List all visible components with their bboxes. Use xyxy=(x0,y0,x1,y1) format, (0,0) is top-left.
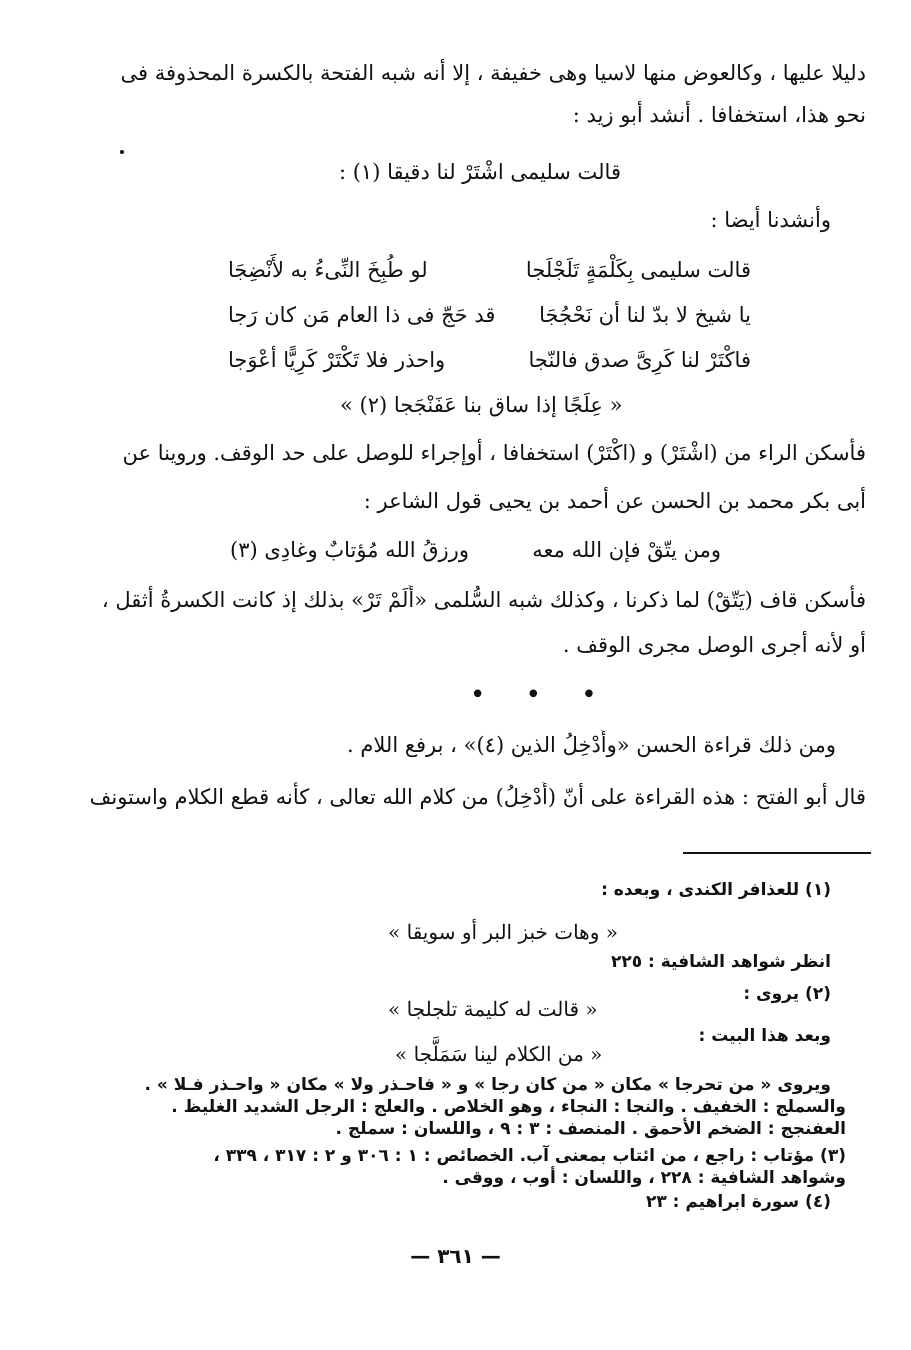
footnote-2-line: والسملج : الخفيف . والنجا : النجاء ، وهو الخلاص . والعلج : الرجل الشديد الغليظ . xyxy=(171,1097,846,1117)
footnote-2-line: العفنجج : الضخم الأحمق . المنصف : ٣ : ٩ ، واللسان : سملج . xyxy=(335,1119,846,1139)
ink-speck xyxy=(120,150,124,154)
footnote-4: (٤) سورة ابراهيم : ٢٣ xyxy=(645,1192,831,1212)
verse-hemistich-left: ورزقُ الله مُؤتابٌ وغادِى (٣) xyxy=(230,538,469,562)
poem-hemistich-right: فاكْتَرْ لنا كَرِىَّ صدق فالنّجا xyxy=(528,348,751,372)
body-line: وأنشدنا أيضا : xyxy=(710,208,831,232)
footnote-2-after: وبعد هذا البيت : xyxy=(698,1026,831,1046)
footnote-2-line: ويروى « من تحرجا » مكان « من كان رجا » و « فاحـذر ولا » مكان « واحـذر فـلا » . xyxy=(144,1075,831,1095)
body-line: نحو هذا، استخفافا . أنشد أبو زيد : xyxy=(572,103,866,127)
footnote-1-ref: انظر شواهد الشافية : ٢٢٥ xyxy=(610,952,831,972)
footnote-2-verse: « قالت له كليمة تلجلجا » xyxy=(388,997,598,1021)
poem-hemistich-right: قالت سليمى بِكَلْمَةٍ تَلَجْلَجا xyxy=(525,258,751,282)
poem-hemistich-left: واحذر فلا تَكْتَرْ كَرِيًّا أعْوَجا xyxy=(228,348,446,372)
page-number: — ٣٦١ — xyxy=(410,1244,501,1268)
footnote-1-head: (١) للعذافر الكندى ، وبعده : xyxy=(601,880,831,900)
poem-hemistich-right: يا شيخ لا بدّ لنا أن نَحْجُجَا xyxy=(539,303,751,327)
verse-hemistich-right: ومن يتّقْ فإن الله معه xyxy=(532,538,721,562)
footnote-2-head: (٢) يروى : xyxy=(743,984,831,1004)
body-line: قال أبو الفتح : هذه القراءة على أنّ (أُدْخِلُ) من كلام الله تعالى ، كأنه قطع الكلام واستونف xyxy=(89,785,866,809)
body-line: دليلا عليها ، وكالعوض منها لاسيا وهى خفيفة ، إلا أنه شبه الفتحة بالكسرة المحذوفة فى xyxy=(120,61,866,85)
body-line: أو لأنه أجرى الوصل مجرى الوقف . xyxy=(562,633,866,657)
footnote-2-verse-2: « من الكلام لينا سَمَلَّجا » xyxy=(395,1042,603,1066)
footnote-rule xyxy=(683,852,871,854)
body-line: فأسكن قاف (يَتّقْ) لما ذكرنا ، وكذلك شبه السُّلمى «أَلَمْ تَرْ» بذلك إذ كانت الكسرةُ أثقل ، xyxy=(101,588,866,612)
poem-hemistich-left: قد حَجّ فى ذا العام مَن كان رَجا xyxy=(228,303,496,327)
footnote-3-line: (٣) مؤتاب : راجع ، من ائتاب بمعنى آب. الخصائص : ١ : ٣٠٦ و ٢ : ٣١٧ ، ٣٣٩ ، xyxy=(213,1146,846,1166)
section-separator: • • • xyxy=(470,680,613,710)
poem-last-line: « عِلَجًا إذا ساق بنا عَفَنْجَجا (٢) » xyxy=(340,393,623,417)
poem-hemistich-left: لو طُبِخَ النِّىءُ به لأَنْضِجَا xyxy=(228,258,428,282)
body-line: ومن ذلك قراءة الحسن «وأُدْخِلُ الذين (٤)» ، برفع اللام . xyxy=(347,733,836,757)
footnote-3-line: وشواهد الشافية : ٢٢٨ ، واللسان : أوب ، ووقى . xyxy=(442,1168,846,1188)
body-line: فأسكن الراء من (اشْتَرْ) و (اكْتَرْ) استخفافا ، أوإجراء للوصل على حد الوقف. وروينا عن xyxy=(122,441,866,465)
verse-line: قالت سليمى اشْتَرْ لنا دقيقا (١) : xyxy=(338,160,621,184)
body-line: أبى بكر محمد بن الحسن عن أحمد بن يحيى قول الشاعر : xyxy=(363,489,866,513)
footnote-1-verse: « وهات خبز البر أو سويقا » xyxy=(388,920,618,944)
